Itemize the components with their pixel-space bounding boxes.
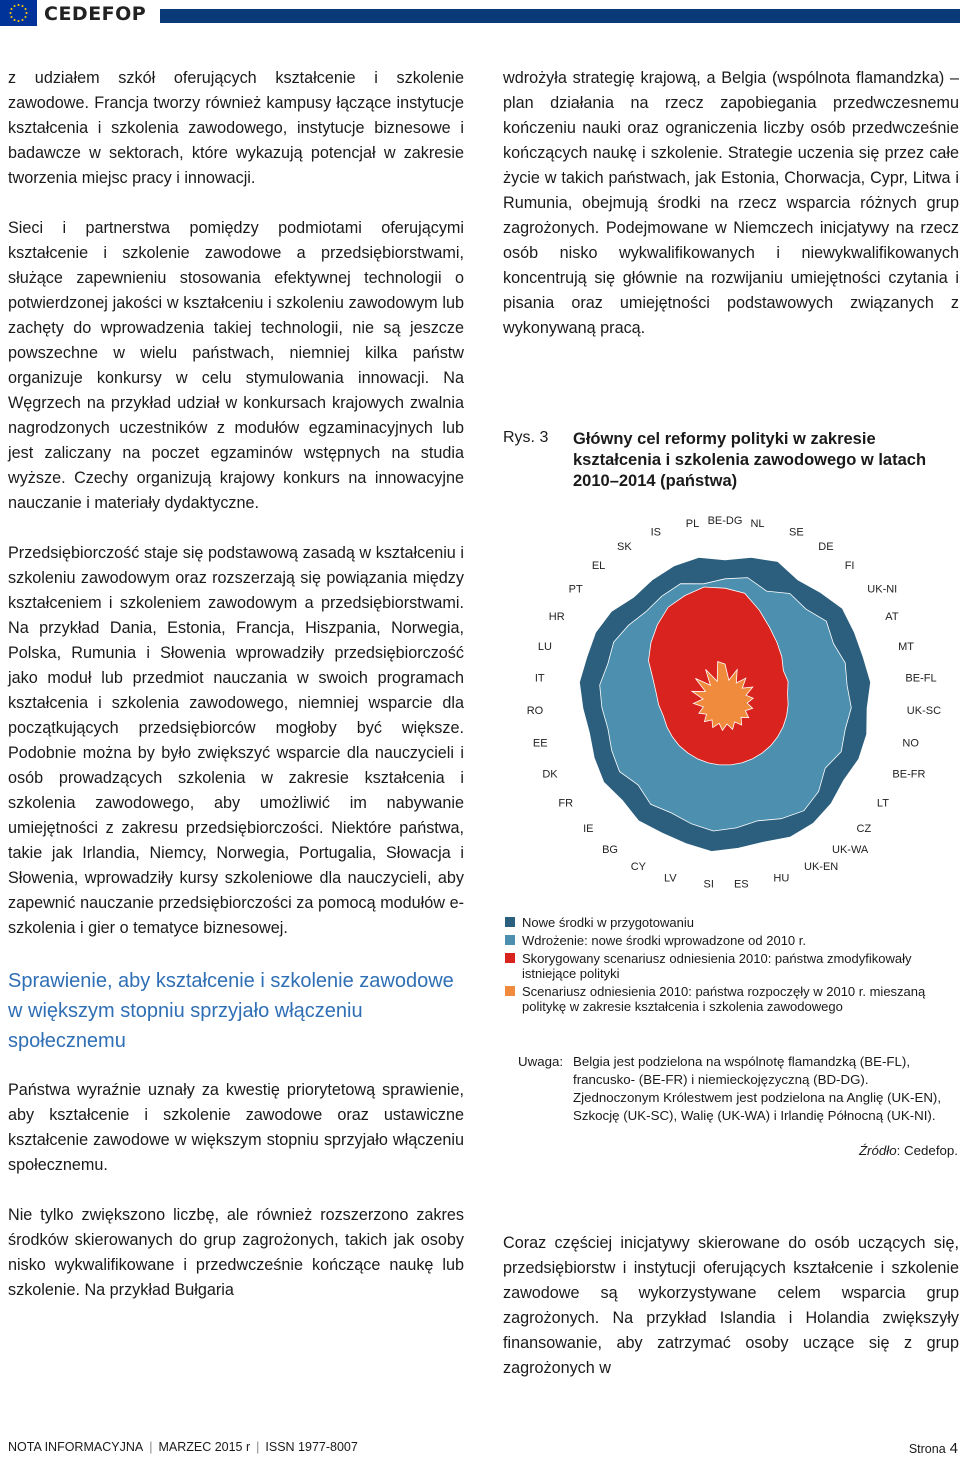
legend-item [505, 933, 945, 948]
radar-axis-label: CY [630, 861, 646, 873]
radar-axis-label: RO [526, 705, 544, 718]
right-column-bottom [503, 1231, 959, 1406]
left-column [8, 66, 464, 1328]
paragraph: Nie tylko zwiększono liczbę, ale również rozszerzono zakres środków skierowanych do grup zagrożonych, takich jak osoby nisko wykwalifikowane i przedwcześnie kończące naukę lub szkolenie. Na przykład Bułgaria [8, 1206, 464, 1299]
paragraph: Państwa wyraźnie uznały za kwestię priorytetową sprawienie, aby kształcenie i szkolenie zawodowe oraz ustawiczne kształcenie zawodowe w większym stopniu sprzyjało włączeniu społecznemu. [8, 1081, 464, 1174]
radar-axis-label: BE-DG [707, 515, 743, 527]
radar-axis-label: MT [898, 640, 914, 653]
legend-label: Scenariusz odniesienia 2010: państwa rozpoczęły w 2010 r. mieszaną politykę w zakresie kształcenia i szkolenia zawodowego [522, 984, 926, 1014]
eu-flag-icon [0, 0, 37, 26]
radar-chart [500, 515, 960, 902]
legend-label: Skorygowany scenariusz odniesienia 2010: państwa zmodyfikowały istniejące polityki [522, 951, 912, 981]
legend-swatch [505, 917, 515, 927]
radar-axis-label: UK-WA [832, 844, 869, 857]
radar-axis-label: HR [548, 610, 565, 623]
radar-axis-label: SI [703, 878, 714, 891]
radar-axis-label: FR [558, 797, 574, 810]
legend-item [505, 984, 945, 1014]
radar-axis-label: SE [789, 526, 804, 539]
chart-legend [505, 915, 945, 1017]
radar-axis-label: LT [876, 797, 889, 810]
section-heading: Sprawienie, aby kształcenie i szkolenie zawodowe w większym stopniu sprzyjało włączeniu społecznemu [8, 970, 454, 1052]
legend-item [505, 915, 945, 930]
radar-axis-label: UK-NI [867, 583, 898, 596]
note-label: Uwaga: [518, 1054, 564, 1069]
legend-swatch [505, 986, 515, 996]
radar-axis-label: LU [537, 640, 552, 653]
radar-axis-label: IT [534, 672, 545, 685]
source-text: : Cedefop. [896, 1143, 958, 1158]
page-footer: NOTA INFORMACYJNA | MARZEC 2015 r | ISSN 1977-8007 Strona 4 [8, 1440, 958, 1457]
paragraph: Przedsiębiorczość staje się podstawową zasadą w kształceniu i szkoleniu zawodowym oraz rozszerzają się powiązania między kształceniem i szkoleniem zawodowym a przedsiębiorstwami. Na przykład Dania, Estonia, Francja, Hiszpania, Norwegia, Polska, Rumunia i Słowenia wprowadziły przedsiębiorczość jako moduł lub przedmiot nauczania w swoich programach kształcenia i szkolenia zawodowego, niemniej wsparcie dla początkujących przedsiębiorców mogłoby być większe. Podobnie można by było zwiększyć wsparcie dla nauczycieli i osób prowadzących szkolenia w zakresie kształcenia i szkolenia zawodowego, aby umożliwić im nabywanie umiejętności z zakresu przedsiębiorczości. Niektóre państwa, takie jak Irlandia, Niemcy, Norwegia, Portugalia, Słowacja i Słowenia, wprowadziły kursy szkoleniowe dla nauczycieli, aby zapewnić nauczanie przedsiębiorczości za pomocą modułów e-szkolenia i gier o tematyce biznesowej. [8, 544, 464, 937]
page-number: 4 [949, 1440, 958, 1457]
radar-axis-label: BG [602, 844, 618, 857]
radar-axis-label: CZ [856, 822, 872, 835]
radar-axis-label: AT [885, 610, 899, 623]
footer-date: MARZEC 2015 r [158, 1440, 251, 1454]
footer-issn: ISSN 1977-8007 [265, 1440, 358, 1454]
radar-axis-label: UK-EN [804, 861, 839, 873]
legend-swatch [505, 953, 515, 963]
figure-source [700, 1143, 958, 1158]
figure-label: Rys. 3 [503, 429, 549, 446]
radar-axis-label: LV [663, 872, 677, 885]
radar-axis-label: PL [685, 517, 700, 530]
radar-axis-label: IE [583, 822, 594, 835]
paragraph: wdrożyła strategię krajową, a Belgia (wspólnota flamandzka) – plan działania na rzecz zapobiegania przedwczesnemu kończeniu nauki oraz ograniczenia liczby osób przedwcześnie kończących naukę i szkolenie. Strategie uczenia się przez całe życie w takich państwach, jak Estonia, Chorwacja, Cypr, Litwa i Rumunia, obejmują środki na rzecz wsparcia różnych grup zagrożonych. Podejmowane w Niemczech inicjatywy na rzecz osób nisko wykwalifikowanych i niewykwalifikowanych koncentrują się głównie na rozwijaniu umiejętności czytania i pisania oraz umiejętności podstawowych związanych z wykonywaną pracą. [503, 69, 959, 337]
radar-axis-label: DK [542, 768, 558, 781]
radar-axis-label: EE [532, 737, 548, 750]
radar-axis-label: PT [568, 583, 583, 596]
legend-label: Wdrożenie: nowe środki wprowadzone od 2010 r. [522, 933, 806, 948]
cedefop-logo: CEDEFOP [44, 3, 147, 25]
radar-axis-label: HU [773, 872, 790, 885]
paragraph: z udziałem szkół oferujących kształcenie i szkolenie zawodowe. Francja tworzy również kampusy łączące instytucje kształcenia i szkolenia zawodowego, instytucje biznesowe i badawcze w sektorach, które wykazują potencjał w zakresie tworzenia miejsc pracy i innowacji. [8, 69, 464, 187]
note-text: Belgia jest podzielona na wspólnotę flamandzką (BE-FL), francusko- (BE-FR) i niemieckojęzyczną (BD-DG). Zjednoczonym Królestwem jest podzielona na Anglię (UK-EN), Szkocję (UK-SC), Walię (UK-WA) i Irlandię Północną (UK-NI). [573, 1054, 942, 1123]
radar-axis-label: FI [844, 559, 855, 572]
figure-title: Główny cel reformy polityki w zakresie kształcenia i szkolenia zawodowego w latach 2010–2014 (państwa) [573, 430, 927, 490]
legend-swatch [505, 935, 515, 945]
radar-axis-label: NL [750, 517, 765, 530]
header-bar [160, 9, 960, 23]
footer-nota: NOTA INFORMACYJNA [8, 1440, 144, 1454]
legend-item [505, 951, 945, 981]
radar-axis-label: EL [591, 559, 606, 572]
legend-label: Nowe środki w przygotowaniu [522, 915, 694, 930]
radar-axis-label: SK [617, 540, 632, 553]
page-label: Strona [908, 1442, 946, 1456]
radar-axis-label: UK-SC [906, 705, 942, 718]
right-column [503, 66, 959, 366]
radar-axis-label: BE-FR [892, 768, 926, 781]
source-label: Źródło [858, 1143, 897, 1158]
radar-axis-label: DE [818, 540, 834, 553]
page-header [0, 0, 960, 30]
radar-axis-label: ES [733, 878, 749, 891]
paragraph: Coraz częściej inicjatywy skierowane do osób uczących się, przedsiębiorstw i instytucji oferujących kształcenie i szkolenie zawodowe są wykorzystywane celem wsparcia grup zagrożonych. Na przykład Islandia i Holandia zwiększyły finansowanie, aby zatrzymać osoby uczące się z grup zagrożonych w [503, 1234, 959, 1377]
radar-axis-label: IS [650, 526, 661, 539]
paragraph: Sieci i partnerstwa pomiędzy podmiotami oferującymi kształcenie i szkolenie zawodowe a przedsiębiorstwami, służące zapewnieniu stosowania efektywnej technologii o potwierdzonej jakości w kształceniu i szkoleniu zawodowym lub zachęty do wprowadzenia takiej technologii, nie są jeszcze powszechne w wielu państwach, niemniej kilka państw organizuje konkursy w celu stymulowania innowacji. Na Węgrzech na przykład udział w konkursach krajowych zwalnia nagrodzonych uczestników z modułów egzaminacyjnych lub jest zaliczany na poczet egzaminów wstępnych na studia wyższe. Czechy organizują krajowy konkurs na innowacyjne nauczanie i materiały dydaktyczne. [8, 219, 464, 512]
radar-axis-label: BE-FL [905, 672, 937, 685]
radar-axis-label: NO [902, 737, 919, 750]
